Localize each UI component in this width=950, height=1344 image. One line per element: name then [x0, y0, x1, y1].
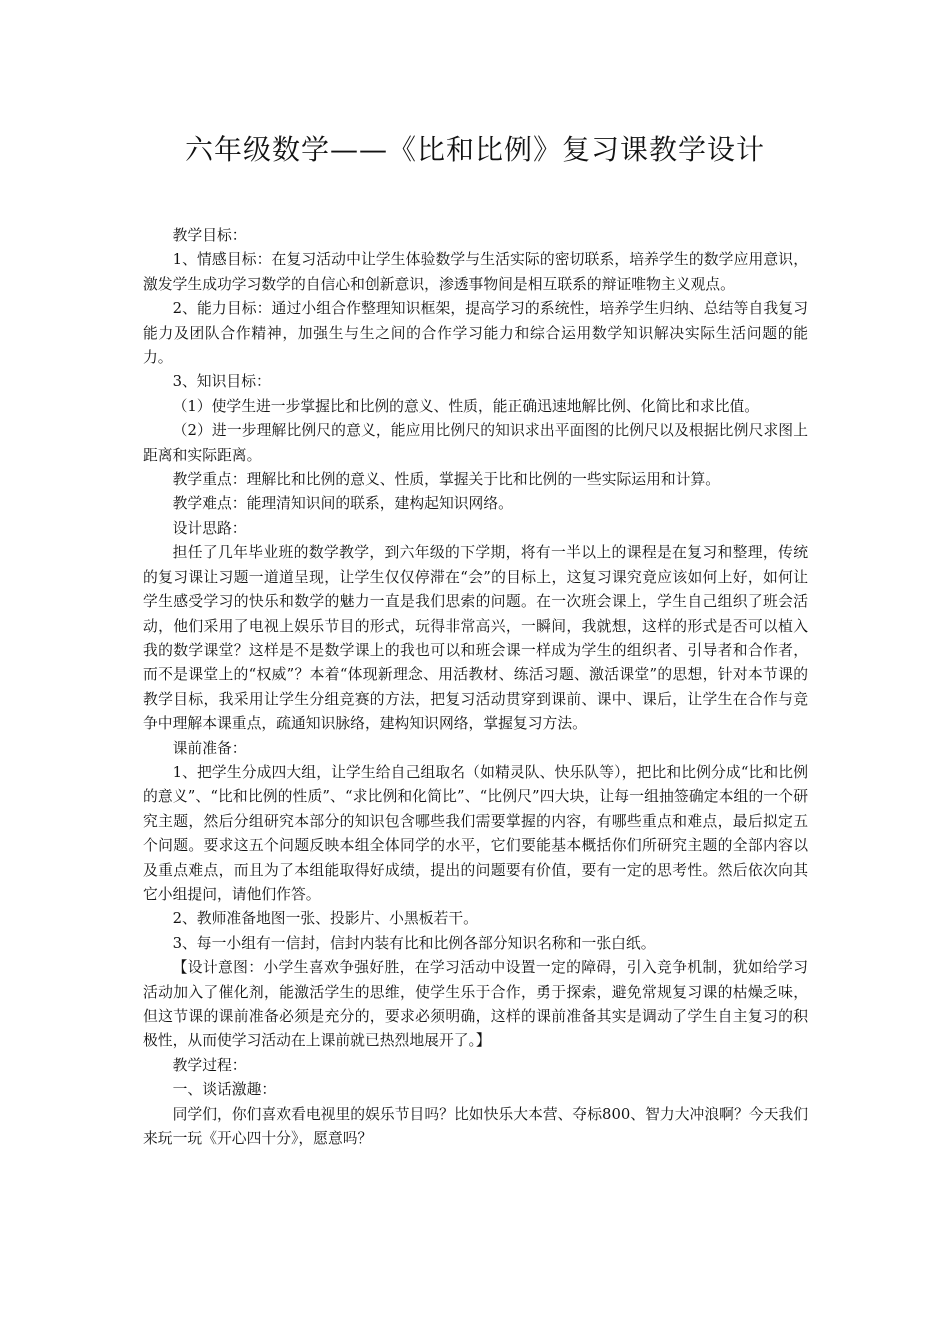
paragraph-preparation-3: 3、每一小组有一信封，信封内装有比和比例各部分知识名称和一张白纸。 — [172, 934, 656, 952]
document-title: 六年级数学——《比和比例》复习课教学设计 — [184, 133, 765, 166]
paragraph-knowledge-goal-2: （2）进一步理解比例尺的意义，能应用比例尺的知识求出平面图的比例尺以及根据比例尺求图上距离和实际距离。 — [143, 422, 808, 464]
paragraph-knowledge-goal-heading: 3、知识目标： — [172, 373, 271, 391]
paragraph-design-idea-heading: 设计思路： — [172, 519, 247, 537]
paragraph-process-heading: 教学过程： — [172, 1056, 247, 1074]
paragraph-emotional-goal: 1、情感目标：在复习活动中让学生体验数学与生活实际的密切联系，培养学生的数学应用意识，激发学生成功学习数学的自信心和创新意识，渗透事物间是相互联系的辩证唯物主义观点。 — [143, 251, 808, 293]
paragraph-preparation-2: 2、教师准备地图一张、投影片、小黑板若干。 — [172, 910, 478, 928]
paragraph-design-intent: 【设计意图：小学生喜欢争强好胜，在学习活动中设置一定的障碍，引入竞争机制，犹如给学习活动加入了催化剂，能激活学生的思维，使学生乐于合作，勇于探索，避免常规复习课的枯燥乏味，但这节课的课前准备必须是充分的，要求必须明确，这样的课前准备其实是调动了学生自主复习的积极性，从而使学习活动在上课前就已热烈地展开了。】 — [143, 959, 808, 1050]
paragraph-process-step-1: 同学们，你们喜欢看电视里的娱乐节目吗？比如快乐大本营、夺标800、智力大冲浪啊？今天我们来玩一玩《开心四十分》，愿意吗？ — [143, 1105, 808, 1148]
paragraph-teaching-goals-heading: 教学目标： — [172, 227, 247, 244]
paragraph-design-idea: 担任了几年毕业班的数学教学，到六年级的下学期，将有一半以上的课程是在复习和整理，传统的复习课让习题一道道呈现，让学生仅仅停滞在“会”的目标上，这复习课究竟应该如何上好，如何让学生感受学习的快乐和数学的魅力一直是我们思索的问题。在一次班会课上，学生自己组织了班会活动，他们采用了电视上娱乐节目的形式，玩得非常高兴，一瞬间，我就想，这样的形式是否可以植入我的数学课堂？这样是不是数学课上的我也可以和班会课一样成为学生的组织者、引导者和合作者，而不是课堂上的“权威”？本着“体现新理念、用活教材、练活习题、激活课堂”的思想，针对本节课的教学目标，我采用让学生分组竞赛的方法，把复习活动贯穿到课前、课中、课后，让学生在合作与竞争中理解本课重点，疏通知识脉络，建构知识网络，掌握复习方法。 — [143, 544, 808, 733]
paragraph-knowledge-goal-1: （1）使学生进一步掌握比和比例的意义、性质，能正确迅速地解比例、化简比和求比值。 — [172, 397, 760, 415]
paragraph-preparation-1: 1、把学生分成四大组，让学生给自己组取名（如精灵队、快乐队等），把比和比例分成“比和比例的意义”、“比和比例的性质”、“求比例和化简比”、“比例尺”四大块，让每一组抽签确定本组的一个研究主题，然后分组研究本部分的知识包含哪些我们需要掌握的内容，有哪些重点和难点，最后拟定五个问题。要求这五个问题反映本组全体同学的水平，它们要能基本概括你们所研究主题的全部内容以及重点难点，而且为了本组能取得好成绩，提出的问题要有价值，要有一定的思考性。然后依次向其它小组提问，请他们作答。 — [143, 763, 808, 903]
paragraph-process-step-1-heading: 一、谈话激趣： — [172, 1081, 277, 1099]
paragraph-ability-goal: 2、能力目标：通过小组合作整理知识框架，提高学习的系统性，培养学生归纳、总结等自我复习能力及团队合作精神，加强生与生之间的合作学习能力和综合运用数学知识解决实际生活问题的能力。 — [143, 300, 808, 367]
paragraph-preparation-heading: 课前准备： — [172, 739, 247, 757]
document-body — [143, 224, 808, 1151]
paragraph-teaching-focus: 教学重点：理解比和比例的意义、性质，掌握关于比和比例的一些实际运用和计算。 — [172, 471, 721, 489]
paragraph-teaching-difficulty: 教学难点：能理清知识间的联系，建构起知识网络。 — [172, 495, 513, 513]
